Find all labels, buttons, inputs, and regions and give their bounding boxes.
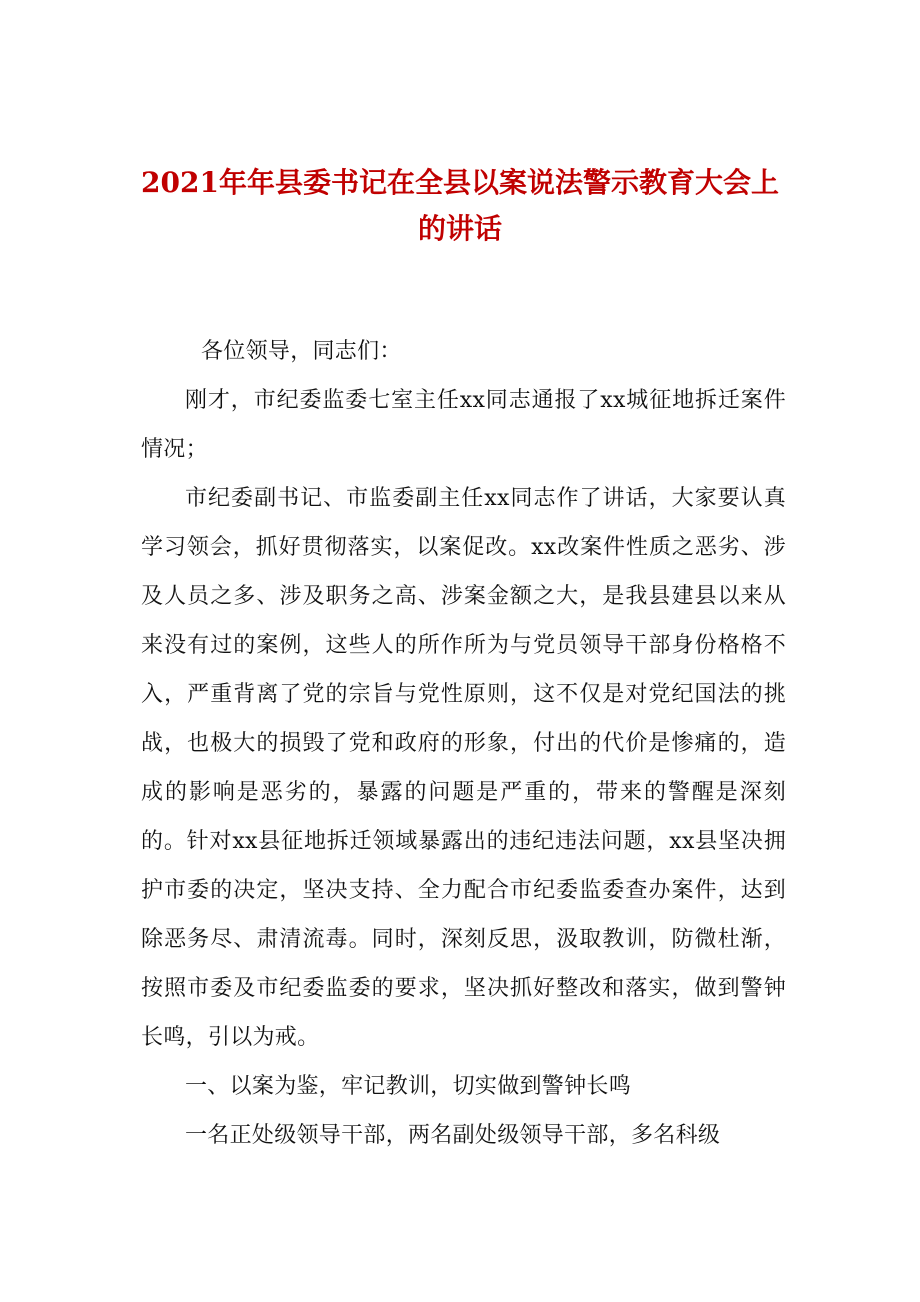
section-heading: 一、以案为鉴，牢记教训，切实做到警钟长鸣: [185, 1074, 632, 1099]
title-line-2: 的讲话: [417, 212, 502, 245]
body-paragraph: 市纪委副书记、市监委副主任xx同志作了讲话，大家要认真学习领会，抓好贯彻落实，以案促改。xx改案件性质之恶劣、涉及人员之多、涉及职务之高、涉案金额之大，是我县建县以来从来没有过的案例，这些人的所作所为与党员领导干部身份格格不入，严重背离了党的宗旨与党性原则，这不仅是对党纪国法的挑战，也极大的损毁了党和政府的形象，付出的代价是惨痛的，造成的影响是恶劣的，暴露的问题是严重的，带来的警醒是深刻的。针对xx县征地拆迁领域暴露出的违纪违法问题，xx县坚决拥护市委的决定，坚决支持、全力配合市纪委监委查办案件，达到除恶务尽、肃清流毒。同时，深刻反思，汲取教训，防微杜渐，按照市委及市纪委监委的要求，坚决抓好整改和落实，做到警钟长鸣，引以为戒。: [141, 486, 786, 1050]
body-paragraph: 刚才，市纪委监委七室主任xx同志通报了xx城征地拆迁案件情况；: [141, 388, 786, 462]
greeting-paragraph: 各位领导，同志们：: [201, 339, 402, 364]
title-line-1: 2021年年县委书记在全县以案说法警示教育大会上: [141, 166, 779, 199]
document-title: [100, 160, 820, 252]
body-paragraph: 一名正处级领导干部，两名副处级领导干部，多名科级: [185, 1123, 721, 1148]
document-body: [141, 327, 786, 1160]
